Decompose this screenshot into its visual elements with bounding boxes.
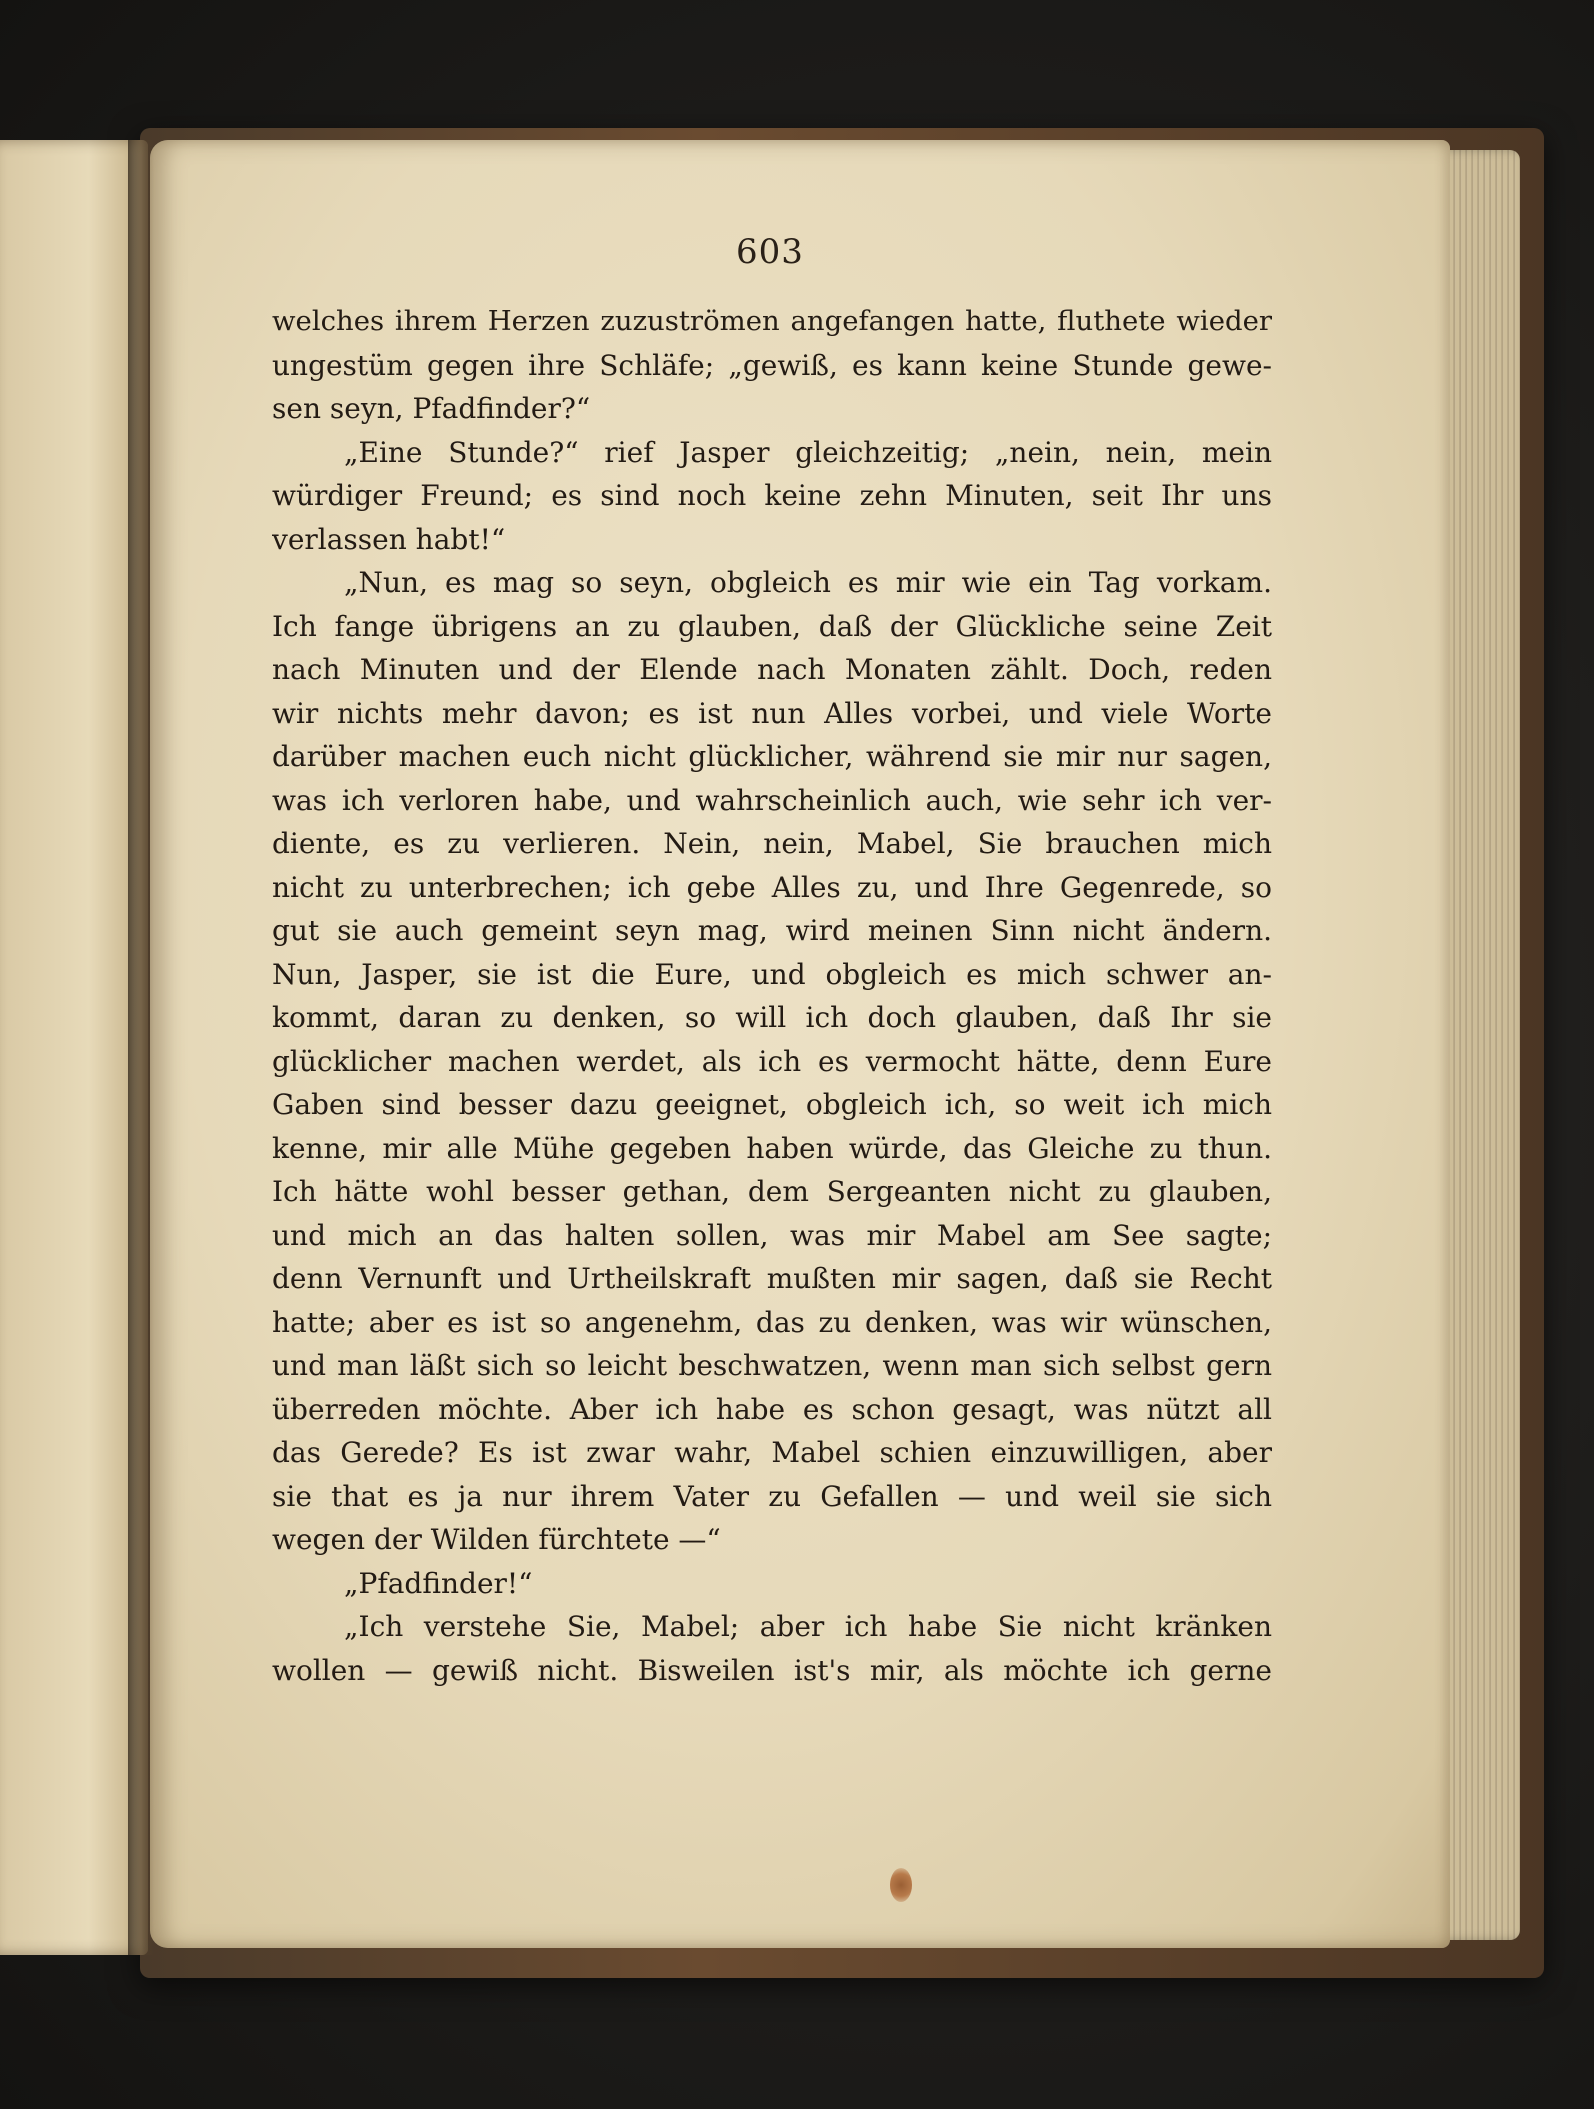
text-line: glücklicher machen werdet, als ich es vermocht hätte, denn Eure	[272, 1044, 1272, 1078]
text-line: kenne, mir alle Mühe gegeben haben würde, das Gleiche zu thun.	[272, 1131, 1272, 1165]
text-line: diente, es zu verlieren. Nein, nein, Mabel, Sie brauchen mich	[272, 827, 1272, 860]
text-line: kommt, daran zu denken, so will ich doch glauben, daß Ihr sie	[272, 1001, 1272, 1034]
text-line: sie that es ja nur ihrem Vater zu Gefallen — und weil sie sich	[272, 1479, 1272, 1513]
text-line: das Gerede? Es ist zwar wahr, Mabel schien einzuwilligen, aber	[272, 1436, 1272, 1469]
text-line: wegen der Wilden fürchtete —“	[272, 1523, 721, 1556]
text-line: „Pfadfinder!“	[344, 1566, 533, 1600]
text-line: Ich hätte wohl besser gethan, dem Sergeanten nicht zu glauben,	[272, 1175, 1272, 1208]
text-line: Gaben sind besser dazu geeignet, obgleich ich, so weit ich mich	[272, 1088, 1272, 1121]
text-line: darüber machen euch nicht glücklicher, während sie mir nur sagen,	[272, 740, 1272, 773]
text-line: und man läßt sich so leicht beschwatzen, wenn man sich selbst gern	[272, 1349, 1272, 1382]
page-text	[272, 300, 1272, 1692]
text-line: verlassen habt!“	[272, 522, 506, 556]
text-line: welches ihrem Herzen zuzuströmen angefangen hatte, fluthete wieder	[272, 305, 1272, 337]
text-line: überreden möchte. Aber ich habe es schon gesagt, was nützt all	[272, 1392, 1272, 1426]
text-line: denn Vernunft und Urtheilskraft mußten mir sagen, daß sie Recht	[272, 1262, 1272, 1295]
page-stain	[890, 1868, 912, 1902]
book-gutter	[128, 140, 154, 1955]
text-line: was ich verloren habe, und wahrscheinlich auch, wie sehr ich ver-	[272, 783, 1272, 817]
text-line: ungestüm gegen ihre Schläfe; „gewiß, es kann keine Stunde gewe-	[272, 348, 1272, 382]
page-number: 603	[736, 232, 804, 272]
text-line: Ich fange übrigens an zu glauben, daß der Glückliche seine Zeit	[272, 609, 1272, 643]
text-line: wollen — gewiß nicht. Bisweilen ist's mir, als möchte ich gerne	[272, 1653, 1272, 1687]
text-line: „Nun, es mag so seyn, obgleich es mir wie ein Tag vorkam.	[344, 566, 1272, 599]
text-line: und mich an das halten sollen, was mir Mabel am See sagte;	[272, 1218, 1272, 1252]
text-line: würdiger Freund; es sind noch keine zehn Minuten, seit Ihr uns	[272, 479, 1272, 512]
text-line: Nun, Jasper, sie ist die Eure, und obgleich es mich schwer an-	[272, 957, 1272, 991]
text-line: wir nichts mehr davon; es ist nun Alles vorbei, und viele Worte	[272, 696, 1272, 730]
left-page-edge	[0, 140, 148, 1955]
text-line: „Ich verstehe Sie, Mabel; aber ich habe Sie nicht kränken	[344, 1610, 1272, 1643]
text-line: nach Minuten und der Elende nach Monaten zählt. Doch, reden	[272, 653, 1272, 686]
text-line: hatte; aber es ist so angenehm, das zu denken, was wir wünschen,	[272, 1305, 1272, 1339]
text-line: sen seyn, Pfadfinder?“	[272, 392, 591, 425]
text-line: gut sie auch gemeint seyn mag, wird meinen Sinn nicht ändern.	[272, 914, 1272, 947]
text-line: nicht zu unterbrechen; ich gebe Alles zu, und Ihre Gegenrede, so	[272, 870, 1272, 904]
text-line: „Eine Stunde?“ rief Jasper gleichzeitig; „nein, nein, mein	[344, 435, 1272, 469]
